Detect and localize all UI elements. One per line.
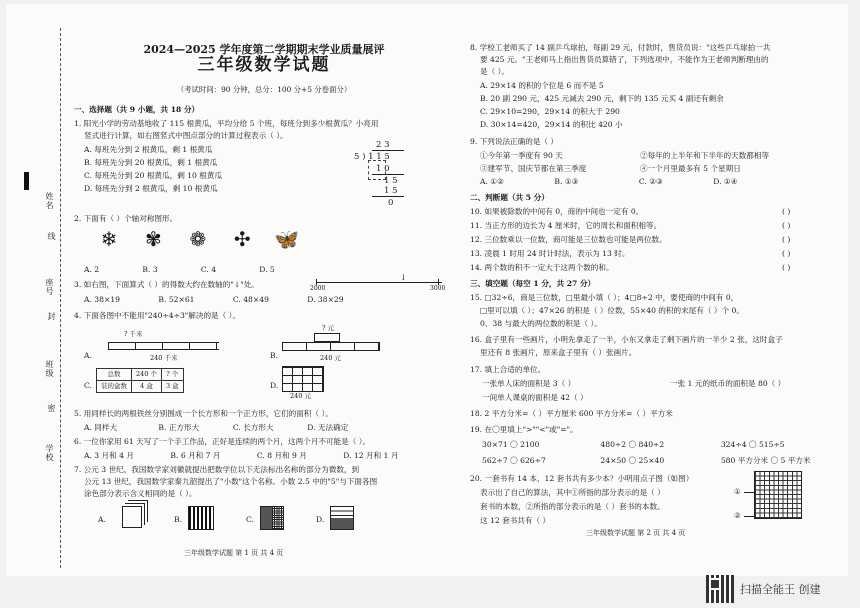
axis-tick-2000: 2000 (310, 285, 326, 292)
table-cell: 装的盒数 (97, 381, 132, 393)
q7-label-b: B. (174, 515, 182, 524)
q8-line-3: 是（ ）。 (480, 67, 509, 76)
q6-option-a: A. 3 月和 4 月 (84, 451, 134, 460)
q6-option-d: D. 12 月和 1 月 (343, 451, 399, 460)
q5-option-b: B. 正方形大 (158, 423, 200, 432)
q7-label-d: D. (316, 515, 325, 524)
q1-option-d: D. 每班先分到 2 根黄瓜，剩 10 根黄瓜 (84, 184, 218, 193)
q9-option-a: A. ①② (480, 177, 504, 186)
exam-subject: 三年级数学试题 (197, 55, 331, 75)
q16-line-1: 16. 盒子里有一些画片，小明先拿走了一半，小东又拿走了剩下画片的一半少 2 张，这时盒子 (470, 335, 783, 344)
q7a-cubes (122, 506, 142, 528)
q19-row-1 (482, 439, 785, 451)
q20-line-2: 表示出了自己的算法，其中①所指的部分表示的是（ ） (480, 488, 665, 497)
compare-2: 480÷2 〇 840÷2 (600, 440, 665, 449)
q5-stem: 5. 用同样长的两根铁丝分别围成一个长方形和一个正方形，它们的面积（ ）。 (74, 409, 333, 418)
judge-14-blank[interactable]: ( ) (782, 263, 791, 272)
q5-options (84, 422, 348, 434)
q1-option-b: B. 每班先分到 20 根黄瓜，剩 1 根黄瓜 (84, 158, 218, 167)
dot-array-figure (754, 471, 802, 519)
judge-10: 10. 如果被除数的中间有 0，商的中间也一定有 0。 (470, 207, 644, 216)
q4-label-d: D. (270, 381, 279, 390)
axis-tick-3000: 3000 (430, 285, 446, 292)
seal-line (60, 28, 61, 568)
seal-char-1: 线 (47, 232, 56, 241)
q1-line-1: 1. 阳光小学的劳动基地收了 115 根黄瓜，平均分给 5 个班，每班分到多少根黄瓜？小亮用 (74, 119, 379, 128)
compare-4: 562÷7 〇 626÷7 (482, 456, 546, 465)
q19-stem: 19. 在〇里填上">""<"或"="。 (470, 425, 578, 434)
q18-stem: 18. 2 平方分米=（ ）平方厘米 600 平方分米=（ ）平方米 (470, 409, 673, 418)
butterfly-icon: 🦋 (274, 227, 300, 251)
q9-options (480, 176, 738, 188)
q8-option-b: B. 20 副 290 元，425 元减去 290 元，剩下的 135 元买 4 副还有剩余 (480, 94, 724, 103)
q20-line-1: 20. 一套书有 14 本，12 套书共有多少本？小明用点子图（如图） (470, 474, 694, 483)
seat-label: 座号 (45, 278, 54, 296)
q7b-tenths-strips (188, 506, 214, 530)
seal-char-3: 密 (47, 404, 56, 413)
school-label: 学校 (45, 444, 54, 462)
q9-option-b: B. ①③ (554, 177, 579, 186)
q15-line-2: □里可以填（ ）；47×26 的积是（ ）位数，55×40 的积的末尾有（ ）个 0。 (480, 306, 744, 315)
quotient: 2 3 (376, 140, 390, 150)
q4-label-a: A. (84, 351, 92, 360)
page-1-footer: 三年级数学试题 第 1 页 共 4 页 (184, 549, 284, 557)
q6-option-b: B. 6 月和 7 月 (170, 451, 221, 460)
q17-stem: 17. 填上合适的单位。 (470, 365, 546, 374)
qr-code-icon (706, 575, 734, 603)
scanner-app-label: 扫描全能王 创建 (740, 583, 821, 596)
page-2-footer: 三年级数学试题 第 2 页 共 4 页 (586, 529, 686, 537)
marker-2: ② (734, 511, 741, 520)
q4-label-c: C. (84, 381, 92, 390)
q9-stmt-2: ②每年的上半年和下半年的天数都相等 (640, 151, 770, 160)
q6-options (84, 450, 398, 462)
table-cell: 240 个 (132, 369, 162, 381)
q4-stem: 4. 下面各图中不能用"240÷4÷3"解决的是（ ）。 (74, 311, 241, 320)
table-cell: ? 个 (161, 369, 183, 381)
q4-figures (84, 324, 464, 404)
table-cell: 3 盒 (161, 381, 183, 393)
page-1 (74, 4, 454, 576)
q2-stem: 2. 下面有（ ）个轴对称图形。 (74, 214, 178, 223)
binding-margin (6, 4, 68, 576)
exam-info: （考试时间：90 分钟，总分：100 分+5 分卷面分） (176, 85, 352, 94)
section-2-heading: 二、判断题（共 5 分） (470, 193, 549, 202)
q5-option-c: C. 长方形大 (232, 423, 274, 432)
section-3-heading: 三、填空题（每空 1 分，共 27 分） (470, 279, 596, 288)
q9-option-d: D. ①④ (713, 177, 738, 186)
q8-line-1: 8. 学校工老师买了 14 副乒乓球拍，每副 29 元，付款时，售货员说："这些乒乓球拍一共 (470, 43, 771, 52)
table-cell: 总数 (97, 369, 132, 381)
judge-13-blank[interactable]: ( ) (782, 249, 791, 258)
q20-line-3: 套书的本数，②所指的部分表示的是（ ）套书的本数。 (480, 502, 665, 511)
q4b-unknown: ? 元 (322, 324, 335, 332)
q3-option-d: D. 38×29 (307, 295, 344, 304)
yin-yang-pattern-icon: ❁ (189, 227, 207, 251)
judge-11-blank[interactable]: ( ) (782, 221, 791, 230)
judge-12: 12. 三位数乘以一位数，商可能是三位数也可能是两位数。 (470, 235, 667, 244)
q2-option-b: B. 3 (142, 265, 158, 274)
compare-5: 24×50 〇 25×40 (600, 456, 665, 465)
q9-stem: 9. 下列说法正确的是（ ） (470, 137, 559, 146)
q3-option-c: C. 48×49 (232, 295, 269, 304)
q4a-total: 240 千米 (150, 354, 178, 362)
q3-option-b: B. 52×61 (158, 295, 195, 304)
q3-option-a: A. 38×19 (84, 295, 120, 304)
q2-option-c: C. 4 (200, 265, 217, 274)
judge-14: 14. 两个数的积不一定大于这两个数的和。 (470, 263, 614, 272)
q17-item-b: 一张 1 元的纸币的面积是 80（ ） (670, 379, 786, 388)
q4d-total: 240 元 (290, 392, 311, 400)
chinese-knot-icon: ✾ (145, 227, 162, 251)
section-1-heading: 一、选择题（共 9 小题，共 18 分） (74, 105, 200, 114)
judge-10-blank[interactable]: ( ) (782, 207, 791, 216)
q2-figures (96, 228, 300, 250)
compare-1: 30×71 〇 2100 (482, 440, 540, 449)
exam-title: 2024—2025 学年度第二学期期末学业质量展评 (143, 43, 385, 56)
q4c-table (96, 368, 184, 393)
q8-option-d: D. 30×14=420，29×14 的积比 420 小 (480, 120, 623, 129)
exam-sheet (6, 4, 848, 576)
arrow-down-icon: ↓ (400, 273, 407, 282)
windmill-icon: ✣ (233, 227, 251, 251)
q6-option-c: C. 8 月和 9 月 (256, 451, 307, 460)
q6-stem: 6. 一位你家用 61 天写了一个手工作品，正好是连续的两个月，这两个月不可能是（ ）。 (74, 437, 371, 446)
q17-item-a: 一张单人床的面积是 3（ ） (482, 379, 576, 388)
q15-line-3: 0、38 与最大的两位数的积是（ ）。 (480, 319, 602, 328)
q7c-hundred-grid (260, 506, 284, 530)
q1-line-2: 竖式进行计算，如右图竖式中图点部分的计算过程表示（ ）。 (84, 131, 288, 140)
q7-line-3: 涂色部分表示含义相同的是（ ）。 (84, 489, 197, 498)
q9-stmt-1: ①今年第一季度有 90 天 (480, 151, 563, 160)
page-2 (470, 4, 840, 576)
q19-row-2 (482, 455, 811, 467)
q7-label-c: C. (246, 515, 254, 524)
q20-line-4: 这 12 套书共有（ ） (480, 516, 551, 525)
class-label: 班级 (45, 360, 54, 378)
q16-line-2: 里还有 8 张画片，原来盒子里有（ ）张画片。 (480, 348, 637, 357)
q8-line-2: 要 425 元。"王老师马上指出售货员算错了，下列选项中，不能作为王老师判断理由的 (480, 55, 769, 64)
table-cell: 4 盒 (132, 381, 162, 393)
q3-options (84, 294, 344, 306)
judge-13: 13. 凌晨 1 时用 24 时计时法，表示为 13 时。 (470, 249, 630, 258)
q2-options (84, 264, 275, 276)
q4b-total: 240 元 (320, 354, 341, 362)
scanner-watermark (706, 574, 856, 604)
step-3: 1 5 (384, 186, 398, 196)
q7-line-1: 7. 公元 3 世纪，我国数学家刘徽就提出把数学位以下无法标出名称的部分为微数，到 (74, 465, 360, 474)
seal-char-2: 封 (47, 312, 56, 321)
judge-12-blank[interactable]: ( ) (782, 235, 791, 244)
q2-option-a: A. 2 (84, 265, 100, 274)
number-line (312, 272, 452, 294)
compare-6: 580 平方分米 〇 5 平方米 (720, 456, 811, 465)
q1-option-a: A. 每班先分到 2 根黄瓜，剩 1 根黄瓜 (84, 145, 213, 154)
q1-option-c: C. 每班先分到 20 根黄瓜，剩 10 根黄瓜 (84, 171, 223, 180)
q7-label-a: A. (98, 515, 106, 524)
q3-stem: 3. 如右图，下面算式（ ）的得数大约在数轴的"↓"处。 (74, 280, 259, 289)
judge-11: 11. 当正方形的边长为 4 厘米时，它的周长和面积相等。 (470, 221, 662, 230)
q2-option-d: D. 5 (259, 265, 275, 274)
q7-figures (84, 502, 454, 532)
q5-option-a: A. 同样大 (84, 423, 118, 432)
snowflake-icon: ❄ (100, 227, 118, 251)
q9-stmt-3: ③建军节、国庆节都在第三季度 (480, 164, 587, 173)
q4d-grid (282, 366, 324, 392)
q9-option-c: C. ②③ (638, 177, 663, 186)
q7-line-2: 公元 13 世纪，我国数学家秦九韶提出了"小数"这个名称。小数 2.5 中的"5"与下面各图 (84, 477, 378, 486)
q5-option-d: D. 无法确定 (307, 423, 349, 432)
q8-option-a: A. 29×14 的积的个位是 6 而不是 5 (480, 81, 604, 90)
q8-option-c: C. 29×10=290，29×14 的积大于 290 (480, 107, 620, 116)
q7d-strip-grid (330, 506, 354, 530)
q4a-unknown: ? 千米 (124, 330, 143, 338)
step-1: 1 0 (376, 164, 390, 174)
marker-1: ① (734, 487, 741, 496)
q4-label-b: B. (270, 351, 278, 360)
q4a-segment-bar (108, 342, 219, 350)
registration-mark (24, 172, 29, 190)
dividend: 5 ) 1 1 5 (354, 152, 390, 162)
remainder: 0 (388, 198, 394, 208)
q15-line-1: 15. □32÷6，商是三位数，□里最小填（ ）；4□8÷2 中，要使商的中间有 0， (470, 293, 739, 302)
q17-item-c: 一间单人课桌的面积是 42（ ） (482, 393, 588, 402)
q9-stmt-4: ④一个月里最多有 5 个星期日 (640, 164, 741, 173)
compare-3: 324÷4 〇 515÷5 (720, 440, 785, 449)
step-2: 1 5 (384, 176, 398, 186)
name-label: 姓名 (45, 192, 54, 210)
long-division-figure (350, 140, 430, 220)
